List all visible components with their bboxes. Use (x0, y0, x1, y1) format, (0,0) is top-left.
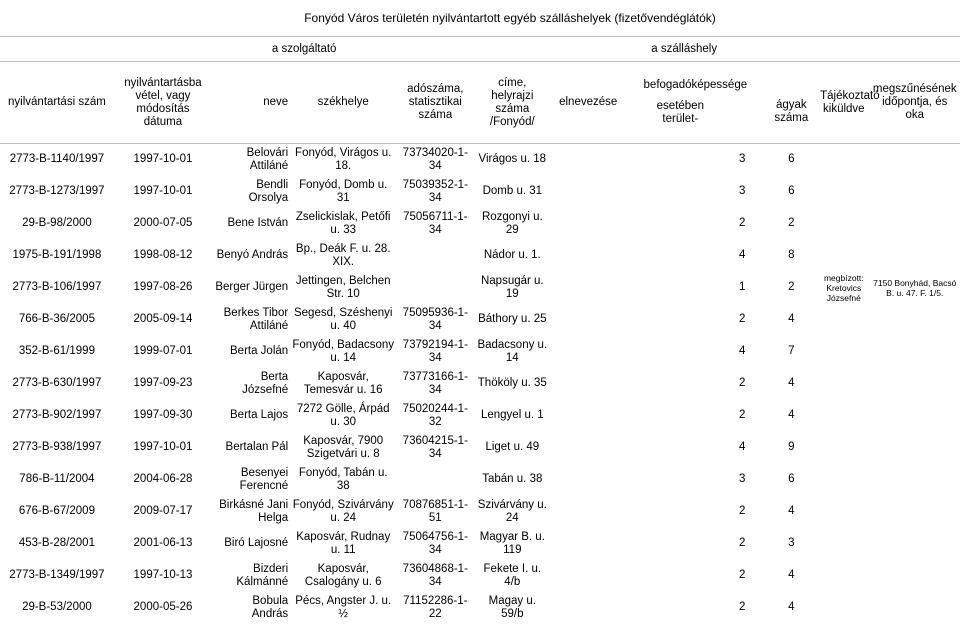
cell-designation (550, 144, 626, 176)
cell-spacer (626, 432, 720, 464)
cell-seat: Jettingen, Belchen Str. 10 (295, 274, 391, 300)
cell-beds: 4 (788, 409, 795, 421)
cell-spacer (626, 368, 720, 400)
cell-address: Rozgonyi u. 29 (481, 210, 543, 236)
cell-beds: 6 (788, 185, 795, 197)
cell-capacity: 2 (739, 537, 746, 549)
cell-address: Báthory u. 25 (478, 313, 547, 325)
cell-reg-date: 1997-09-23 (133, 377, 193, 389)
cell-termination: 7150 Bonyhád, Bacsó B. u. 47. F. 1/5. (873, 277, 957, 298)
col-reg-date: nyilvántartásba vétel, vagy módosítás dátuma (114, 62, 212, 144)
cell-tax-no: 73604215-1-34 (402, 434, 468, 460)
cell-designation (550, 336, 626, 368)
cell-informant (818, 464, 869, 496)
cell-seat: Zselickislak, Petőfi u. 33 (295, 210, 391, 236)
col-termination: megszűnésének időpontja, és oka (869, 62, 960, 144)
table-row (0, 336, 960, 368)
accommodation-table (0, 37, 960, 624)
cell-reg-date: 1997-08-26 (133, 281, 193, 293)
cell-beds: 3 (788, 537, 795, 549)
cell-address: Thököly u. 35 (477, 377, 547, 389)
cell-name: Berger Jürgen (215, 281, 289, 293)
cell-beds: 6 (788, 473, 795, 485)
table-row (0, 176, 960, 208)
cell-address: Napsugár u. 19 (480, 274, 544, 300)
cell-designation (550, 560, 626, 592)
cell-capacity: 2 (739, 409, 746, 421)
cell-reg-date: 2005-09-14 (133, 313, 193, 325)
cell-reg-no: 2773-B-630/1997 (12, 377, 102, 389)
cell-capacity: 4 (739, 345, 746, 357)
cell-name: Berta Józsefné (242, 370, 289, 396)
cell-tax-no (396, 240, 474, 272)
cell-spacer (626, 464, 720, 496)
cell-termination (869, 336, 960, 368)
cell-reg-no: 786-B-11/2004 (19, 473, 95, 485)
cell-designation (550, 432, 626, 464)
col-capacity (626, 62, 764, 144)
cell-informant (818, 144, 869, 176)
cell-address: Magay u. 59/b (488, 594, 536, 620)
cell-informant (818, 560, 869, 592)
cell-name: Birkásné Jani Helga (219, 498, 289, 524)
cell-capacity: 1 (739, 281, 746, 293)
cell-tax-no: 71152286-1-22 (403, 594, 468, 620)
cell-reg-no: 2773-B-1349/1997 (9, 569, 105, 581)
cell-reg-date: 1997-10-01 (133, 185, 193, 197)
cell-informant (818, 304, 869, 336)
group-header-row (0, 37, 960, 62)
cell-designation (550, 272, 626, 304)
cell-address: Szivárvány u. 24 (477, 498, 547, 524)
cell-seat: Fonyód, Domb u. 31 (299, 178, 388, 204)
cell-name: Bobula András (251, 594, 289, 620)
cell-reg-date: 1997-10-13 (133, 569, 193, 581)
cell-name: Bizderi Kálmánné (236, 562, 289, 588)
col-informant: Tájékoztató kiküldve (818, 62, 869, 144)
cell-capacity: 3 (739, 185, 746, 197)
cell-capacity: 3 (739, 473, 746, 485)
cell-beds: 9 (788, 441, 795, 453)
cell-reg-no: 2773-B-1273/1997 (9, 185, 105, 197)
cell-informant (818, 528, 869, 560)
cell-reg-no: 766-B-36/2005 (18, 313, 95, 325)
cell-beds: 2 (788, 281, 795, 293)
cell-beds: 8 (788, 249, 795, 261)
cell-tax-no: 73792194-1-34 (402, 338, 468, 364)
cell-designation (550, 464, 626, 496)
cell-designation (550, 592, 626, 624)
cell-spacer (626, 592, 720, 624)
cell-reg-date: 1997-10-01 (133, 441, 193, 453)
cell-capacity: 2 (739, 601, 746, 613)
cell-address: Liget u. 49 (485, 441, 540, 453)
cell-seat: Segesd, Széshenyi u. 40 (293, 306, 393, 332)
cell-tax-no (396, 464, 474, 496)
cell-designation (550, 208, 626, 240)
cell-informant (818, 400, 869, 432)
col-seat: székhelye (290, 62, 396, 144)
table-row (0, 464, 960, 496)
cell-name: Besenyei Ferencné (239, 466, 289, 492)
cell-termination (869, 208, 960, 240)
cell-reg-date: 2001-06-13 (133, 537, 193, 549)
cell-termination (869, 496, 960, 528)
table-row (0, 368, 960, 400)
cell-termination (869, 240, 960, 272)
cell-tax-no: 75020244-1-32 (402, 402, 468, 428)
cell-name: Bene István (227, 217, 289, 229)
cell-beds: 4 (788, 569, 795, 581)
cell-reg-no: 2773-B-106/1997 (12, 281, 102, 293)
cell-beds: 6 (788, 153, 795, 166)
cell-informant: megbízott: Kretovics Józsefné (823, 272, 864, 303)
cell-tax-no: 75039352-1-34 (402, 178, 468, 204)
table-row (0, 400, 960, 432)
cell-name: Bertalan Pál (225, 441, 289, 453)
cell-address: Badacsony u. 14 (477, 338, 548, 364)
cell-seat: Fonyód, Szivárvány u. 24 (292, 498, 394, 524)
cell-termination (869, 464, 960, 496)
cell-termination (869, 400, 960, 432)
cell-designation (550, 528, 626, 560)
cell-name: Berkes Tibor Attiláné (223, 306, 289, 332)
cell-address: Tabán u. 38 (482, 473, 543, 485)
cell-termination (869, 560, 960, 592)
cell-seat: 7272 Gölle, Árpád u. 30 (296, 402, 390, 428)
cell-seat: Kaposvár, Temesvár u. 16 (303, 370, 383, 396)
cell-seat: Pécs, Angster J. u. ½ (295, 594, 392, 620)
cell-reg-no: 2773-B-938/1997 (12, 441, 102, 453)
cell-seat: Kaposvár, Rudnay u. 11 (296, 530, 391, 556)
cell-beds: 7 (788, 345, 795, 357)
cell-reg-date: 1998-08-12 (133, 249, 193, 261)
cell-tax-no: 70876851-1-51 (402, 498, 468, 524)
cell-beds: 4 (788, 313, 795, 325)
cell-reg-no: 453-B-28/2001 (18, 537, 95, 549)
cell-tax-no: 73773166-1-34 (402, 370, 468, 396)
cell-reg-no: 29-B-53/2000 (22, 601, 92, 613)
cell-designation (550, 400, 626, 432)
cell-name: Berta Lajos (230, 409, 289, 421)
table-row (0, 528, 960, 560)
cell-reg-no: 352-B-61/1999 (18, 345, 95, 357)
cell-spacer (626, 560, 720, 592)
cell-reg-date: 2004-06-28 (133, 473, 193, 485)
cell-informant (818, 496, 869, 528)
cell-beds: 4 (788, 601, 795, 613)
cell-name: Belovári Attiláné (246, 146, 289, 172)
cell-name: Biró Lajosné (224, 537, 289, 549)
col-designation: elnevezése (550, 62, 626, 144)
cell-informant (818, 176, 869, 208)
column-header-row (0, 62, 960, 144)
cell-address: Virágos u. 18 (478, 153, 547, 166)
col-capacity-label: befogadóképessége (643, 79, 748, 91)
cell-designation (550, 176, 626, 208)
cell-reg-no: 2773-B-1140/1997 (9, 153, 105, 166)
cell-seat: Fonyód, Badacsony u. 14 (292, 338, 395, 364)
cell-reg-no: 676-B-67/2009 (18, 505, 95, 517)
cell-reg-no: 1975-B-191/1998 (12, 249, 102, 261)
cell-reg-date: 2000-07-05 (133, 217, 193, 229)
cell-designation (550, 368, 626, 400)
cell-address: Lengyel u. 1 (480, 409, 544, 421)
cell-address: Fekete I. u. 4/b (483, 562, 542, 588)
cell-spacer (626, 208, 720, 240)
cell-tax-no (396, 272, 474, 304)
cell-termination (869, 368, 960, 400)
cell-reg-date: 1997-10-01 (133, 153, 193, 166)
cell-termination (869, 176, 960, 208)
col-capacity-sublabel: esetében terület- (656, 100, 704, 125)
cell-reg-no: 29-B-98/2000 (22, 217, 92, 229)
table-row (0, 304, 960, 336)
cell-designation (550, 304, 626, 336)
cell-spacer (626, 496, 720, 528)
cell-seat: Kaposvár, Csalogány u. 6 (304, 562, 382, 588)
cell-designation (550, 496, 626, 528)
table-row (0, 560, 960, 592)
cell-capacity: 3 (739, 153, 746, 166)
cell-capacity: 4 (739, 249, 746, 261)
cell-spacer (626, 400, 720, 432)
cell-spacer (626, 304, 720, 336)
cell-seat: Fonyód, Tabán u. 38 (298, 466, 388, 492)
cell-termination (869, 432, 960, 464)
col-address: címe, helyrajzi száma /Fonyód/ (474, 62, 550, 144)
cell-tax-no: 75056711-1-34 (403, 210, 468, 236)
cell-reg-no: 2773-B-902/1997 (12, 409, 102, 421)
cell-spacer (626, 528, 720, 560)
cell-spacer (626, 240, 720, 272)
table-row (0, 272, 960, 304)
cell-reg-date: 2000-05-26 (133, 601, 193, 613)
cell-beds: 2 (788, 217, 795, 229)
cell-informant (818, 208, 869, 240)
cell-seat: Bp., Deák F. u. 28. XIX. (295, 242, 391, 268)
cell-beds: 4 (788, 377, 795, 389)
cell-address: Magyar B. u. 119 (479, 530, 545, 556)
cell-beds: 4 (788, 505, 795, 517)
cell-reg-date: 2009-07-17 (133, 505, 193, 517)
cell-capacity: 2 (739, 217, 746, 229)
cell-tax-no: 73604868-1-34 (402, 562, 468, 588)
cell-termination (869, 144, 960, 176)
table-row (0, 144, 960, 176)
cell-capacity: 2 (739, 313, 746, 325)
cell-termination (869, 592, 960, 624)
cell-tax-no: 73734020-1-34 (402, 146, 468, 172)
cell-informant (818, 240, 869, 272)
cell-spacer (626, 144, 720, 176)
cell-reg-date: 1999-07-01 (133, 345, 193, 357)
cell-address: Nádor u. 1. (483, 249, 541, 261)
col-beds: ágyak száma (765, 62, 819, 144)
cell-spacer (626, 336, 720, 368)
cell-designation (550, 240, 626, 272)
table-row (0, 208, 960, 240)
cell-name: Benyó András (216, 249, 289, 261)
cell-seat: Fonyód, Virágos u. 18. (295, 146, 392, 172)
cell-informant (818, 592, 869, 624)
cell-capacity: 2 (739, 569, 746, 581)
table-row (0, 432, 960, 464)
cell-name: Berta Jolán (230, 345, 289, 357)
cell-seat: Kaposvár, 7900 Szigetvári u. 8 (303, 434, 384, 460)
sheet-title: Fonyód Város területén nyilvántartott egyéb szálláshelyek (fizetővendéglátók) (0, 0, 960, 37)
provider-group-header: a szolgáltató (212, 37, 396, 62)
cell-tax-no: 75095936-1-34 (402, 306, 468, 332)
cell-informant (818, 432, 869, 464)
cell-informant (818, 368, 869, 400)
cell-name: Bendli Orsolya (248, 178, 289, 204)
cell-capacity: 2 (739, 505, 746, 517)
col-tax-no: adószáma, statisztikai száma (396, 62, 474, 144)
table-row (0, 496, 960, 528)
cell-capacity: 2 (739, 377, 746, 389)
cell-address: Domb u. 31 (482, 185, 543, 197)
accommodation-group-header: a szálláshely (550, 37, 818, 62)
cell-informant (818, 336, 869, 368)
cell-capacity: 4 (739, 441, 746, 453)
cell-tax-no: 75064756-1-34 (402, 530, 468, 556)
cell-termination (869, 528, 960, 560)
col-name: neve (212, 62, 290, 144)
col-reg-no: nyilvántartási szám (0, 62, 114, 144)
cell-spacer (626, 272, 720, 304)
table-row (0, 240, 960, 272)
cell-reg-date: 1997-09-30 (133, 409, 193, 421)
cell-termination (869, 304, 960, 336)
cell-spacer (626, 176, 720, 208)
table-row (0, 592, 960, 624)
